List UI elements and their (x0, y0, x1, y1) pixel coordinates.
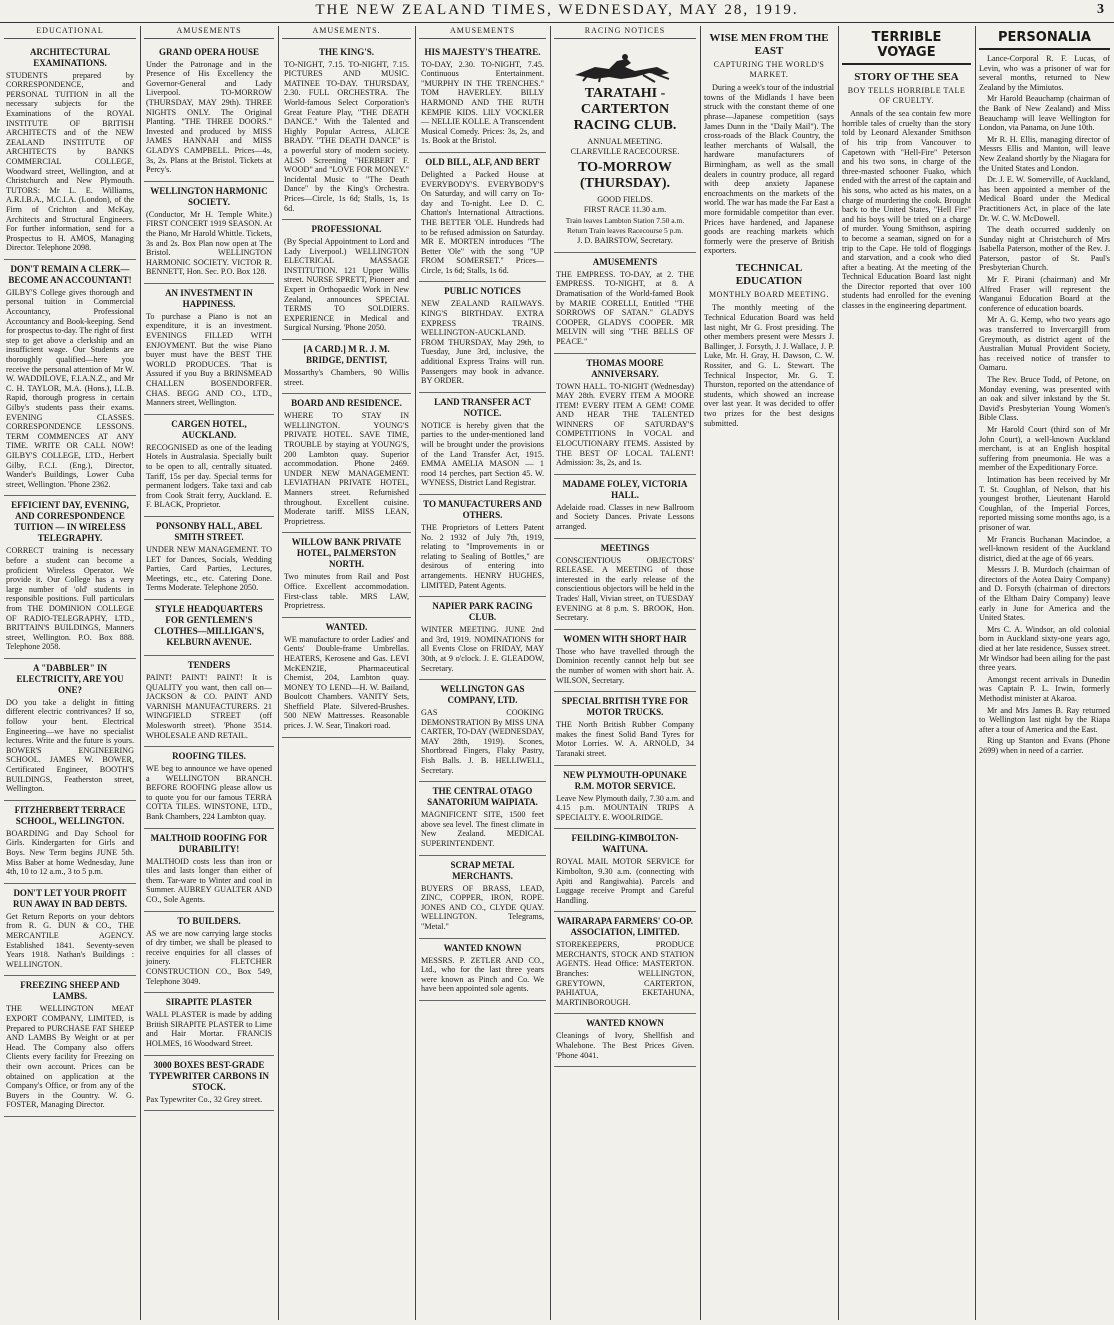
ad-heading: DON'T LET YOUR PROFIT RUN AWAY IN BAD DEBTS. (12, 887, 128, 909)
column-heading: EDUCATIONAL (4, 26, 136, 39)
ad-body: WINTER MEETING. JUNE 2nd and 3rd, 1919. NOMINATIONS for all Events Close on FRIDAY, MAY 30th, at 9 o'clock. J. E. GLEADOW, Secretary. (421, 625, 544, 673)
ad-body: CORRECT training is necessary before a student can become a proficient Wireless Operator. We provide it. Our College has a very large number of 'old' students in responsible positions. Full particulars from THE DOMINION COLLEGE OF RADIO-TELEGRAPHY, LTD., BRITTAIN'S BUILDINGS, Manners street, Wellington. P.O. Box 888. Telephone 2058. (6, 546, 134, 652)
personalia-item: Mr A. G. Kemp, who two years ago was transferred to Invercargill from Greymouth, as district agent of the Australian Mutual Provident Society, has received notice of transfer to Oamaru. (979, 315, 1110, 373)
ad-heading: HIS MAJESTY'S THEATRE. (424, 46, 541, 57)
advertisement (554, 354, 696, 475)
advertisement (4, 260, 136, 496)
column-amusements-3 (419, 26, 546, 1320)
advertisement (554, 829, 696, 912)
news-body: The monthly meeting of the Technical Education Board was held last night, Mr G. Frost presiding. The other members present were Messrs J. Ballinger, J. Forsyth, J. J. Wallace, J. P. Luke, Mr. H. Gray, H. Dawson, C. W. Rossiter, and G. L. Stewart. The Technical Inspector, Mr. G. T. Thurston, reported on the attendance of students, which showed an increase over last year. It was decided to offer two prizes for the best designs submitted. (704, 303, 834, 428)
personalia-item: Mr Francis Buchanan Macindoe, a well-known resident of the Auckland district, died at the age of 66 years. (979, 534, 1110, 563)
ad-body: AS we are now carrying large stocks of dry timber, we shall be pleased to receive enquiries for all classes of joinery. FLETCHER CONSTRUCTION CO., Box 549, Telephone 3049. (146, 928, 272, 986)
ad-body: Get Return Reports on your debtors from R. G. DUN & CO., THE MERCANTILE AGENCY. Established 1841. Seventy-seven Years 1918. Nathan's Buildings : WELLINGTON. (6, 911, 134, 969)
ad-body: WE beg to announce we have opened a WELLINGTON BRANCH. BEFORE ROOFING please allow us to quote you for our famous TERRA COTTA TILES. WINSTONE, LTD., Bank Chambers, 224 Lambton quay. (146, 764, 272, 822)
ad-heading: WAIRARAPA FARMERS' CO-OP. ASSOCIATION, LIMITED. (556, 916, 694, 938)
advertisement (419, 939, 546, 1001)
ad-heading: TO BUILDERS. (177, 915, 241, 926)
ad-heading: WOMEN WITH SHORT HAIR (563, 633, 687, 644)
ad-heading: STYLE HEADQUARTERS FOR GENTLEMEN'S CLOTHES—MILLIGAN'S, KELBURN AVENUE. (154, 603, 264, 647)
column-amusements-2 (282, 26, 411, 1320)
ad-body: TO-NIGHT, 7.15. TO-NIGHT, 7.15. PICTURES AND MUSIC. MATINEE TO-DAY. THURSDAY, 2.30. FULL ORCHESTRA. The World-famous Select Corporation's Great Feature Play, "THE DEATH DANCE." With the Talented and Highly Popular Actress, ALICE BRADY. "THE DEATH DANCE" is a powerful story of modern society. ALSO Screening "HERBERT F. WOOD" and "LOVE FOR MONEY." Incidental Music to "The Death Dance" by the King's Orchestra. Prices—Circle, 1s 6d; Stalls, 1s, 1s 6d. (284, 59, 409, 213)
column-rule (700, 26, 701, 1320)
advertisement (144, 656, 274, 747)
advertisement (144, 284, 274, 415)
personalia-item: Mr F. Pirani (chairman) and Mr Alfred Fraser will represent the Wanganui Education Board at the conference of education boards. (979, 275, 1110, 313)
ad-heading: BOARD AND RESIDENCE. (291, 398, 402, 409)
ad-heading: GRAND OPERA HOUSE (158, 46, 259, 57)
ad-heading: SIRAPITE PLASTER (165, 997, 253, 1008)
personalia-item: Mr Harold Beauchamp (chairman of the Bank of New Zealand) and Miss Beauchamp will leave Wellington for London, via Panama, on June 10th. (979, 94, 1110, 133)
ad-body: NOTICE is hereby given that the parties to the under-mentioned land will be brought under the provisions of the Land Transfer Act, 1915. EMMA AMELIA MASON — 1 rood 14 perches, part Section 45. W. WYNESS, District Land Registrar. (421, 420, 544, 488)
ad-heading: MADAME FOLEY, VICTORIA HALL. (562, 478, 688, 500)
advertisement (144, 182, 274, 284)
advertisement (554, 692, 696, 765)
ad-heading: [A CARD.] M R. J. M. BRIDGE, DENTIST, (303, 344, 390, 366)
advertisement (144, 1056, 274, 1112)
ad-body: MAGNIFICENT SITE, 1500 feet above sea level. The finest climate in New Zealand. MEDICAL SUPERINTENDENT. (421, 810, 544, 849)
ad-heading: AMUSEMENTS (592, 256, 658, 267)
personalia-item: The death occurred suddenly on Sunday night at Christchurch of Mrs Isabella Paterson, mother of the Rev. J. Paterson, pastor of St. Paul's Presbyterian Church. (979, 225, 1110, 273)
racing-ad (554, 43, 696, 253)
column-rule (278, 26, 279, 1320)
personalia-item: Ring up Stanton and Evans (Phone 2699) when in need of a carrier. (979, 736, 1110, 755)
ad-heading: WANTED KNOWN (586, 1018, 664, 1029)
racing-secretary: J. D. BAIRSTOW, Secretary. (577, 236, 673, 246)
ad-heading: AN INVESTMENT IN HAPPINESS. (165, 287, 253, 309)
personalia-item: Lance-Corporal R. F. Lucas, of Levin, who was a prisoner of war for several months, returned to New Zealand by the Mimiutos. (979, 54, 1110, 92)
ad-heading: NAPIER PARK RACING CLUB. (432, 601, 533, 623)
ad-body: To purchase a Piano is not an expenditure, it is an investment. EVENINGS FILLED WITH ENJOYMENT. But the wise Piano buyer must have the BEST THE WORLD PRODUCES. 'That is Assured if you Buy a BRINSMEAD CHALLEN BOSENDORFER. CHAS. BEGG AND CO., LTD., Manners street, Wellington. (146, 311, 272, 408)
ad-body: THE EMPRESS. TO-DAY, at 2. THE EMPRESS. TO-NIGHT, at 8. A Dramatisation of the World-famed Book by MARIE CORELLI, Entitled "THE SORROWS OF SATAN." GLADYS COOPER, GLADYS COOPER. MR MELVIN will sing "THE BELLS OF PEACE." (556, 269, 694, 346)
column-heading: RACING NOTICES (554, 26, 696, 39)
ad-heading: WILLOW BANK PRIVATE HOTEL, PALMERSTON NORTH. (291, 537, 402, 570)
ad-heading: ARCHITECTURAL EXAMINATIONS. (29, 46, 110, 68)
news-heading: STORY OF THE SEA (854, 71, 959, 83)
news-subheading: CAPTURING THE WORLD'S MARKET. (713, 60, 825, 79)
advertisement (419, 782, 546, 855)
personalia-item: Amongst recent arrivals in Dunedin was Captain P. L. Irwin, formerly Methodist minister at Akaroa. (979, 674, 1110, 703)
personalia-item: Messrs J. B. Murdoch (chairman of directors of the Aotea Dairy Company) and D. Forsyth (chairman of directors of the Eltham Dairy Company) leave early in June for America and the United States. (979, 565, 1110, 623)
terrible-voyage-heading: TERRIBLE VOYAGE (842, 30, 971, 65)
ad-body: WHERE TO STAY IN WELLINGTON. YOUNG'S PRIVATE HOTEL. SAVE TIME, TROUBLE by staying at YOUNG'S, 200 Lambton quay. Superior accommodation. Phone 2469. UNDER NEW MANAGEMENT. LEVIATHAN PRIVATE HOTEL, Manners street. Refurnished throughout. Excellent cuisine. Moderate tariff. MISS LEAN, Proprietress. (284, 411, 409, 526)
racing-venue: CLAREVILLE RACECOURSE. (570, 147, 680, 157)
column-heading: AMUSEMENTS. (282, 26, 411, 39)
advertisement (554, 630, 696, 692)
ad-body: TO-DAY, 2.30. TO-NIGHT, 7.45. Continuous Entertainment. "MURPHY IN THE TRENCHES." TOM HAVERLEY. BILLY HARMOND AND THE RUTH KEMPIE KIDS. LILY VOCKLER — NELLIE KOLLE. A Transcendent Musical Comedy. Prices: 3s, 2s, and 1s. Book at the Bristol. (421, 59, 544, 146)
advertisement (419, 393, 546, 495)
ad-heading: PONSONBY HALL, ABEL SMITH STREET. (156, 520, 262, 542)
racehorse-icon (565, 49, 685, 83)
advertisement (554, 1014, 696, 1067)
news-heading: TECHNICAL EDUCATION (735, 261, 803, 287)
personalia-item: Mr Harold Court (third son of Mr John Court), a well-known Auckland merchant, is at an English hospital suffering from pneumonia. He was a member of the Expeditionary Force. (979, 424, 1110, 473)
column-amusements-1 (144, 26, 274, 1320)
news-subheading: MONTHLY BOARD MEETING. (709, 289, 829, 299)
news-article (704, 262, 834, 428)
personalia-item: Intimation has been received by Mr T. St. Coughlan, of Nelson, that his youngest brother, Lieutenant Harold Coughlan, of the Imperial Forces, reported missing some months ago, is a prisoner of war. (979, 474, 1110, 532)
advertisement (4, 884, 136, 977)
advertisement (554, 766, 696, 830)
advertisement (554, 912, 696, 1014)
ad-body: BUYERS OF BRASS, LEAD, ZINC, COPPER, IRON, ROPE. JONES AND CO., CLYDE QUAY. WELLINGTON. Telegrams, "Metal." (421, 883, 544, 931)
ad-body: Two minutes from Rail and Post Office. Excellent accommodation. First-class table. MRS LAW, Proprietress. (284, 572, 409, 611)
column-news-1 (704, 26, 834, 1320)
advertisement (144, 415, 274, 517)
advertisement (282, 394, 411, 533)
news-subheading: BOY TELLS HORRIBLE TALE OF CRUELTY. (847, 86, 966, 105)
advertisement (554, 539, 696, 630)
ad-body: TOWN HALL. TO-NIGHT (Wednesday) MAY 28th. EVERY ITEM A MOORE ITEM! EVERY ITEM A GEM! COME AND HEAR THE TALENTED WINNERS OF SATURDAY'S COMPETITIONS In VOCAL and ELOCUTIONARY ITEMS. Assisted by THE BEST OF LOCAL TALENT! Admission: 3s, 2s, and 1s. (556, 381, 694, 468)
ad-body: WALL PLASTER is made by adding British SIRAPITE PLASTER to Lime and Hair Mortar. FRANCIS HOLMES, 16 Woodward Street. (146, 1010, 272, 1048)
ad-body: (By Special Appointment to Lord and Lady Liverpool.) WELLINGTON ELECTRICAL MASSAGE INSTITUTION. 121 Upper Willis street. NURSE SPRETT, Pioneer and Expert in Orthopaedic Work in New Zealand, announces SPECIAL TERMS TO SOLDIERS. EXPERIENCE in Medical and Surgical Nursing. 'Phone 2050. (284, 237, 409, 333)
racing-first-race: FIRST RACE 11.30 a.m. (583, 205, 667, 215)
ad-heading: WELLINGTON HARMONIC SOCIETY. (150, 185, 268, 207)
ad-body: Mossarthy's Chambers, 90 Willis street. (284, 368, 409, 387)
column-news-2 (842, 26, 971, 1320)
ad-heading: FEILDING-KIMBOLTON-WAITUNA. (571, 833, 679, 855)
ad-body: UNDER NEW MANAGEMENT. TO LET for Dances, Socials, Wedding Parties, Card Parties, Lectures, Meetings, etc., etc. Catering Done. Terms Moderate. Telephone 2050. (146, 544, 272, 593)
advertisement (4, 801, 136, 884)
advertisement (419, 495, 546, 597)
ad-heading: A "DABBLER" IN ELECTRICITY, ARE YOU ONE? (16, 662, 124, 695)
column-educational (4, 26, 136, 1320)
ad-body: Under the Patronage and in the Presence of His Excellency the Governor-General and Lady Liverpool. TO-MORROW (THURSDAY, MAY 29th). THREE NIGHTS ONLY. The Original Planting. "THE THREE DOORS." Invested and produced by MISS JAMES HANNAH and MISS GLADYS CAMPBELL. Prices—4s, 3s, 2s. Plans at the Bristol. Tickets at Percy's. (146, 59, 272, 175)
news-heading: WISE MEN FROM THE EAST (709, 32, 829, 57)
news-body: During a week's tour of the industrial towns of the Midlands I have been struck with the constant theme of one phrase—Japanese competition (says James Dunn in the "Daily Mail"). The cross-roads of the Black Country, the leather merchants of Walsall, the hardware manufacturers of Birmingham, as well as the small dealers in country produce, all regard with deep anxiety Japanese encroachments on the markets of the world. The war has made the Far East a more formidable competitor than ever. Prices have hardened, and Japanese goods are reaching markets which formerly were the preserve of British exporters. (704, 83, 834, 256)
ad-body: CONSCIENTIOUS OBJECTORS' RELEASE. A MEETING of those interested in the early release of the conscientious objectors will be held in the Trades' Hall, Vivian street, on TUESDAY EVENING at 8 p.m. S. BROOK, Hon. Secretary. (556, 555, 694, 623)
ad-body: STUDENTS prepared by CORRESPONDENCE, and PERSONAL TUITION in all the necessary subjects for the Examinations of the ROYAL INSTITUTE OF BRITISH ARCHITECTS and of the NEW ZEALAND INSTITUTE OF ARCHITECTS by BANKS COMMERCIAL COLLEGE, Woodward street, Wellington, and at Christchurch and New Plymouth. TUTORS: Mr L. E. Williams, A.R.I.B.A., M.C.I.A. (London), of the Firm of Crichton and McKay, Architects and Structural Engineers. For further information, send for a Prospectus to H. AMOS, Managing Director. Telephone 2098. (6, 70, 134, 253)
ad-heading: DON'T REMAIN A CLERK—BECOME AN ACCOUNTANT! (8, 263, 132, 285)
column-rule (838, 26, 839, 1320)
page-number: 3 (1097, 2, 1104, 17)
ad-body: THE Proprietors of Letters Patent No. 2 1932 of July 7th, 1919, relating to "Improvements in or relating to Sealing of Bottles," are desirous of entering into arrangements. HENRY HUGHES, LIMITED, Patent Agents. (421, 522, 544, 590)
advertisement (4, 43, 136, 260)
ad-body: NEW ZEALAND RAILWAYS. KING'S BIRTHDAY. EXTRA EXPRESS TRAINS. WELLINGTON-AUCKLAND. FROM THURSDAY, May 29th, to Tuesday, June 3rd, inclusive, the additional Express Trains will run. Passengers may book in advance. BY ORDER. (421, 299, 544, 386)
news-body: Annals of the sea contain few more horrible tales of cruelty than the story told by Leonard Alexander Smithson of his trip from Vancouver to Capetown with "Hell-Fire" Peterson and his two sons, in charge of the three-masted schooner Fuako, which ended with the arrest of the captain and his sons, who acted as his mates, on a charge of murdering the cook. Brought back to the United States, "Hell Fire" and his boys will be tried on a charge of murder. Young Smithson, aspiring to become a seaman, signed on for a trip to the Cape. He told of floggings and starvation, and a cook who died after a beating. At the meeting of the Technical Education Board last night the Director reported that over 100 students had enrolled for the evening classes in the engineering department. (842, 109, 971, 311)
ad-body: (Conductor, Mr H. Temple White.) FIRST CONCERT 1919 SEASON. At the Piano, Mr Harold Whittle. Tickets, 3s and 2s. Box Plan now open at The Bristol. WELLINGTON HARMONIC SOCIETY. VICTOR R. BENNETT, Hon. Sec. P.O. Box 128. (146, 209, 272, 277)
news-article (704, 32, 834, 256)
advertisement (4, 659, 136, 801)
personalia-item: Mrs C. A. Windsor, an old colonial born in Auckland sixty-one years ago, died at her late residence, Sussex street. Mr Windsor had been ailing for the past three years. (979, 624, 1110, 673)
advertisement (282, 220, 411, 340)
ad-heading: WELLINGTON GAS COMPANY, LTD. (440, 684, 525, 706)
advertisement (282, 533, 411, 617)
masthead-title: THE NEW ZEALAND TIMES, WEDNESDAY, MAY 28, 1919. (315, 2, 799, 18)
ad-body: Cleanings of Ivory, Shellfish and Whalebone. The Best Prices Given. 'Phone 4041. (556, 1031, 694, 1060)
ad-body: PAINT! PAINT! PAINT! It is QUALITY you want, then call on— JACKSON & CO. PAINT AND VARNISH MANUFACTURERS. 21 WINGFIELD STREET (off Molesworth street). 'Phone 3514. WHOLESALE AND RETAIL. (146, 672, 272, 740)
ad-body: MESSRS. P. ZETLER AND CO., Ltd., who for the last three years were known as Pinch and Co. We have been appointed sole agents. (421, 955, 544, 994)
column-rule (975, 26, 976, 1320)
ad-heading: OLD BILL, ALF, AND BERT (425, 156, 540, 167)
ad-heading: WANTED KNOWN (443, 942, 522, 953)
personalia-item: Mr and Mrs James B. Ray returned to Wellington last night by the Riapa after a tour of America and the East. (979, 705, 1110, 734)
ad-heading: FREEZING SHEEP AND LAMBS. (20, 980, 120, 1002)
ad-heading: MALTHOID ROOFING FOR DURABILITY! (150, 832, 268, 854)
column-rule (140, 26, 141, 1320)
column-rule (415, 26, 416, 1320)
ad-heading: THOMAS MOORE ANNIVERSARY. (586, 357, 664, 379)
ad-body: Those who have travelled through the Dominion recently cannot help but see the number of women with short hair. A. WILSON, Secretary. (556, 646, 694, 685)
ad-body: Adelaide road. Classes in new Ballroom and Society Dances. Private Lessons arranged. (556, 502, 694, 532)
advertisement (144, 912, 274, 994)
ad-body: STOREKEEPERS, PRODUCE MERCHANTS, STOCK AND STATION AGENTS. Head Office: MASTERTON. Branches: WELLINGTON, GREYTOWN, CARTERTON, PAHIATUA, EKETAHUNA, MARTINBOROUGH. (556, 940, 694, 1007)
ad-body: Delighted a Packed House at EVERYBODY'S. EVERYBODY'S On Saturday, and will carry on To-day and To-night. Lee D. C. Chatton's International Attractions. THE BETTER 'OLE. Hundreds had to be refused admission on Saturday. MR E. MORTEN introduces "The Better 'Ole" with the song "UP FROM SOMERSET." Prices—Circle, 1s 6d; Stalls, 1s 6d. (421, 169, 544, 275)
advertisement (144, 747, 274, 829)
ad-heading: EFFICIENT DAY, EVENING, AND CORRESPONDENCE TUITION — IN WIRELESS TELEGRAPHY. (11, 500, 129, 544)
masthead (0, 0, 1114, 23)
racing-trains: Train leaves Lambton Station 7.50 a.m. Return Train leaves Racecourse 5 p.m. (565, 215, 685, 235)
advertisement (554, 253, 696, 354)
advertisement (419, 597, 546, 680)
ad-heading: THE KING'S. (318, 46, 374, 57)
ad-heading: PROFESSIONAL (311, 224, 382, 235)
ad-heading: ROOFING TILES. (172, 751, 246, 762)
advertisement (144, 517, 274, 600)
racing-day: TO-MORROW (THURSDAY). (578, 159, 672, 191)
racing-meeting: ANNUAL MEETING. (587, 136, 663, 146)
ad-heading: 3000 BOXES BEST-GRADE TYPEWRITER CARBONS IN STOCK. (148, 1059, 270, 1092)
ad-body: Leave New Plymouth daily, 7.30 a.m. and 4.15 p.m. MOUNTAIN TRIPS A SPECIALTY. E. WOOLRIDGE. (556, 793, 694, 822)
ad-body: RECOGNISED as one of the leading Hotels in Australasia. Specially built to be open to all, centrally situated. Tariff, 15s per day. Special terms for permanent lodgers. Take taxi and cab from Cook Strait ferry, Auckland. E. F. BLACK, Proprietor. (146, 442, 272, 510)
advertisement (419, 43, 546, 153)
column-rule (550, 26, 551, 1320)
racing-fields: GOOD FIELDS. (597, 194, 653, 204)
ad-heading: MEETINGS (600, 542, 650, 553)
ad-body: GAS COOKING DEMONSTRATION By MISS UNA CARTER, TO-DAY (WEDNESDAY, MAY 28th, 1919). Scones, Shortbread Fingers, Flaky Pastry, Fish Balls. J. B. HELLIWELL, Secretary. (421, 708, 544, 775)
advertisement (282, 43, 411, 221)
advertisement (144, 993, 274, 1055)
column-personalia (979, 26, 1110, 1320)
column-heading: AMUSEMENTS (144, 26, 274, 39)
personalia-item: The Rev. Bruce Todd, of Petone, on Monday evening, was presented with an oak and silver inkstand by the St. David's Presbyterian Young Women's Bible Class. (979, 375, 1110, 423)
ad-body: Pax Typewriter Co., 32 Grey street. (146, 1094, 263, 1104)
column-heading: AMUSEMENTS (419, 26, 546, 39)
ad-body: THE North British Rubber Company makes the finest Solid Band Tyres for Motor Lorries. W. A. ARNOLD, 34 Taranaki street. (556, 720, 694, 758)
advertisement (144, 600, 274, 656)
ad-heading: NEW PLYMOUTH-OPUNAKE R.M. MOTOR SERVICE. (563, 769, 687, 791)
ad-body: GILBY'S College gives thorough and personal tuition in Commercial Accountancy, Professional Accountancy and Book-keeping. Send for prospectus to-day. The right of first step to get above a clerkship and an insufficient wage. Our Students are thoroughly qualified—here you receive the personal attention of Mr W. W. WADDILOVE, F.I.A.N.Z., and Mr C. H. TAYLOR, M.A. (Hons.), LL.B. Rapid, thorough progress in certain Gilby's students pass their exams. EVENING CLASSES. CORRESPONDENCE LESSONS. TERM COMMENCES AT ANY TIME. WRITE OR CALL NOW! GILBY'S COLLEGE, LTD., Herbert Gilby, F.C.I. (Eng.), Director, Wander's Buildings, Lower Cuba street, Wellington. 'Phone 2362. (6, 287, 135, 489)
ad-heading: CARGEN HOTEL, AUCKLAND. (171, 418, 247, 440)
ad-heading: PUBLIC NOTICES (444, 286, 521, 297)
advertisement (419, 680, 546, 782)
ad-heading: LAND TRANSFER ACT NOTICE. (434, 396, 531, 418)
ad-heading: WANTED. (325, 621, 368, 632)
advertisement (419, 856, 546, 939)
advertisement (144, 43, 274, 182)
ad-body: THE WELLINGTON MEAT EXPORT COMPANY, LIMITED, is Prepared to PURCHASE FAT SHEEP AND LAMBS By Weight or at per Head. The Company also offers Clients every facility for Freezing on their own account. Prices can be obtained on application at the Company's Office, or from any of the Buyers in the Country. W. G. FOSTER, Managing Director. (6, 1004, 134, 1110)
ad-heading: TO MANUFACTURERS AND OTHERS. (423, 498, 542, 520)
ad-body: BOARDING and Day School for Girls. Kindergarten for Girls and Boys. New Term begins JUNE 5th. Miss Baber at home Wednesday, June 4th, 10 to 12 a.m., 3 to 5 p.m. (6, 828, 134, 877)
advertisement (4, 496, 136, 659)
advertisement (144, 829, 274, 912)
ad-heading: TENDERS (187, 659, 231, 670)
column-racing (554, 26, 696, 1320)
advertisement (419, 153, 546, 283)
ad-body: WE manufacture to order Ladies' and Gents' Double-frame Umbrellas. HEATERS, Kerosene and Gas. LEVI McKENZIE, Pharmaceutical Chemist, 204, Lambton quay. MONEY TO LEND—H. W. Bailand, Boulcott Chambers. VANITY Sets, Sheffield Plate. Silvered-Brushes. 500 NEW Mattresses. Reasonable prices. J. W. Sear, Tinakori road. (284, 634, 409, 731)
ad-body: ROYAL MAIL MOTOR SERVICE for Kimbolton, 9.30 a.m. (connecting with Apiti and Rangiwahia). Parcels and Luggage receive Prompt and Careful Handling. (556, 857, 694, 905)
advertisement (419, 282, 546, 392)
ad-heading: FITZHERBERT TERRACE SCHOOL, WELLINGTON. (14, 804, 126, 826)
ad-heading: THE CENTRAL OTAGO SANATORIUM WAIPIATA. (427, 786, 538, 808)
racing-club-name: TARATAHI - CARTERTON RACING CLUB. (573, 85, 677, 133)
advertisement (282, 618, 411, 738)
ad-body: MALTHOID costs less than iron or tiles and lasts longer than either of them. Tar-ware to Winter and cool in Summer. AUBREY GUALTER AND CO., Sole Agents. (146, 856, 272, 905)
ad-heading: SCRAP METAL MERCHANTS. (450, 859, 515, 881)
advertisement (4, 976, 136, 1117)
personalia-item: Mr R. H. Ellis, managing director of Messrs Ellis and Manton, will leave New Zealand shortly by the Niagara for the United States and London. (979, 134, 1110, 173)
advertisement (282, 340, 411, 394)
ad-heading: SPECIAL BRITISH TYRE FOR MOTOR TRUCKS. (561, 696, 689, 718)
ad-body: DO you take a delight in fitting different electric contrivances? If so, follow your bent. Electrical Engineering—we have no specialist lectures. Write and the future is yours. BOWER'S ENGINEERING SCHOOL. JAMES W. BOWER, Certificated Engineer, BOOTH'S BUILDINGS, Featherston street, Wellington. (6, 697, 134, 794)
personalia-heading: PERSONALIA (979, 30, 1110, 50)
personalia-item: Dr. J. E. W. Somerville, of Auckland, has been appointed a member of the Medical Board under the Medical Practitioners Act, in place of the late Dr. W. C. W. McDowell. (979, 175, 1110, 223)
advertisement (554, 475, 696, 539)
